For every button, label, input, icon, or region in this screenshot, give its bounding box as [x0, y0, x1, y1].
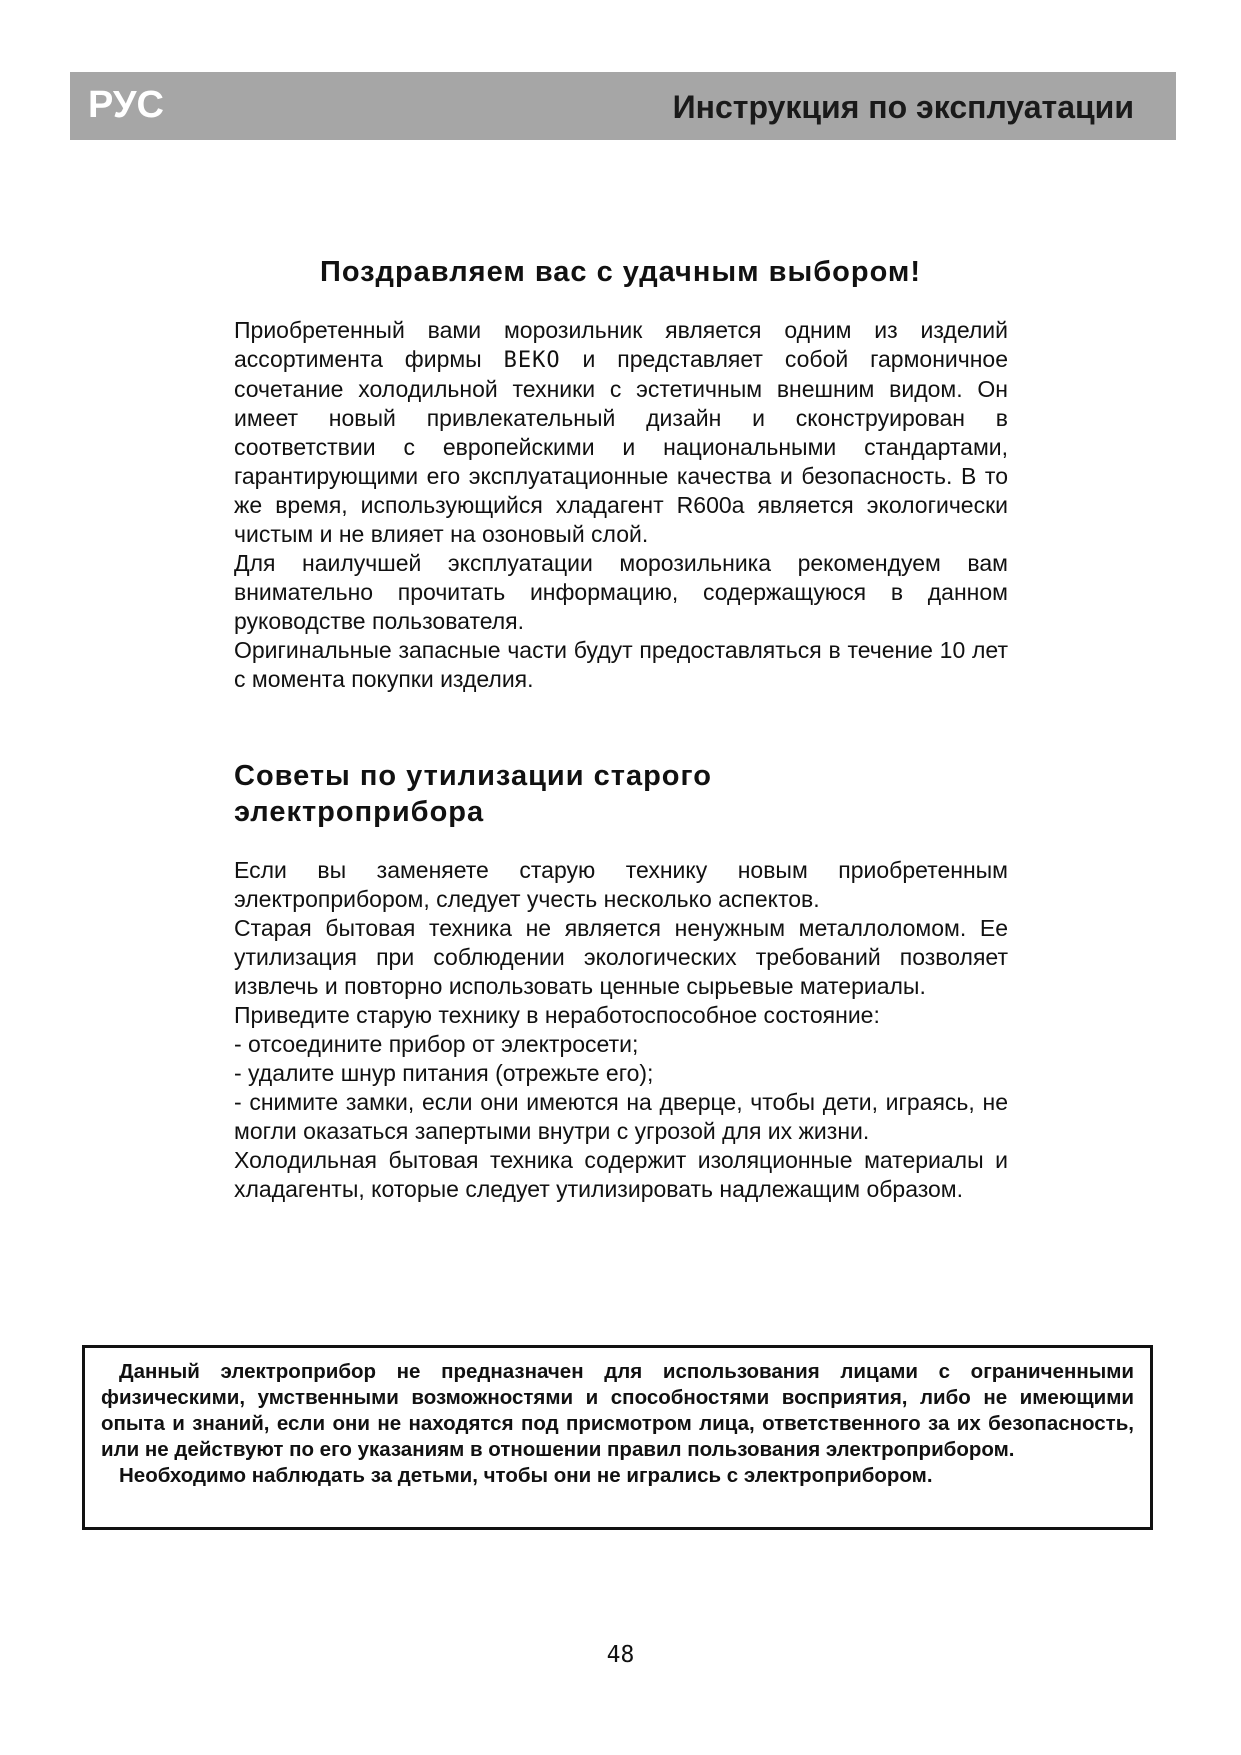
page-header: [70, 72, 1176, 140]
page-number: 48: [606, 1642, 635, 1668]
header-title: Инструкция по эксплуатации: [672, 89, 1134, 125]
intro-paragraph-3: Оригинальные запасные части будут предоставляться в течение 10 лет с момента покупки изделия.: [234, 637, 1008, 692]
intro-p1-after: и представляет собой гармоничное сочетание холодильной техники с эстетичным внешним видом. Он имеет новый привлекательный дизайн и сконструирован в соответствии с европейскими и национальными стандартами, гарантирующими его эксплуатационные качества и безопасность. В то же время, использующийся хладагент R600a является экологически чистым и не влияет на озоновый слой.: [234, 346, 1009, 547]
disposal-list-item-1: - отсоедините прибор от электросети;: [234, 1031, 639, 1057]
disposal-heading-line2: электроприбора: [234, 796, 485, 828]
disposal-paragraph-4: Холодильная бытовая техника содержит изоляционные материалы и хладагенты, которые следует утилизировать надлежащим образом.: [234, 1147, 1008, 1202]
disposal-paragraph-1: Если вы заменяете старую технику новым приобретенным электроприбором, следует учесть несколько аспектов.: [234, 857, 1008, 912]
language-label: РУС: [88, 84, 164, 126]
intro-paragraph-2: Для наилучшей эксплуатации морозильника рекомендуем вам внимательно прочитать информацию, содержащуюся в данном руководстве пользователя.: [234, 550, 1008, 634]
intro-paragraph-1: [234, 316, 1008, 549]
safety-notice-paragraph-1: Данный электроприбор не предназначен для использования лицами с ограниченными физическими, умственными возможностями и способностями восприятия, либо не имеющими опыта и знаний, если они не находятся под присмотром лица, ответственного за их безопасность, или не действуют по его указаниям в отношении правил пользования электроприбором.: [101, 1360, 1134, 1461]
disposal-list-item-3: - снимите замки, если они имеются на дверце, чтобы дети, играясь, не могли оказаться запертыми внутри с угрозой для их жизни.: [234, 1089, 1008, 1144]
intro-section: [234, 316, 1008, 694]
intro-p1-before: Приобретенный вами морозильник является одним из изделий ассортимента фирмы: [234, 317, 1008, 372]
brand-name: BEKO: [503, 348, 561, 373]
disposal-section: [234, 856, 1008, 1204]
intro-heading: Поздравляем вас с удачным выбором!: [319, 256, 922, 288]
disposal-list-item-2: - удалите шнур питания (отрежьте его);: [234, 1060, 654, 1086]
disposal-heading: [234, 758, 934, 830]
safety-notice-box: [82, 1345, 1153, 1530]
safety-notice-paragraph-2: Необходимо наблюдать за детьми, чтобы они не игрались с электроприбором.: [119, 1464, 933, 1487]
disposal-paragraph-3: Приведите старую технику в неработоспособное состояние:: [234, 1002, 880, 1028]
disposal-paragraph-2: Старая бытовая техника не является ненужным металлоломом. Ее утилизация при соблюдении экологических требований позволяет извлечь и повторно использовать ценные сырьевые материалы.: [234, 915, 1008, 999]
disposal-heading-line1: Советы по утилизации старого: [234, 760, 712, 792]
